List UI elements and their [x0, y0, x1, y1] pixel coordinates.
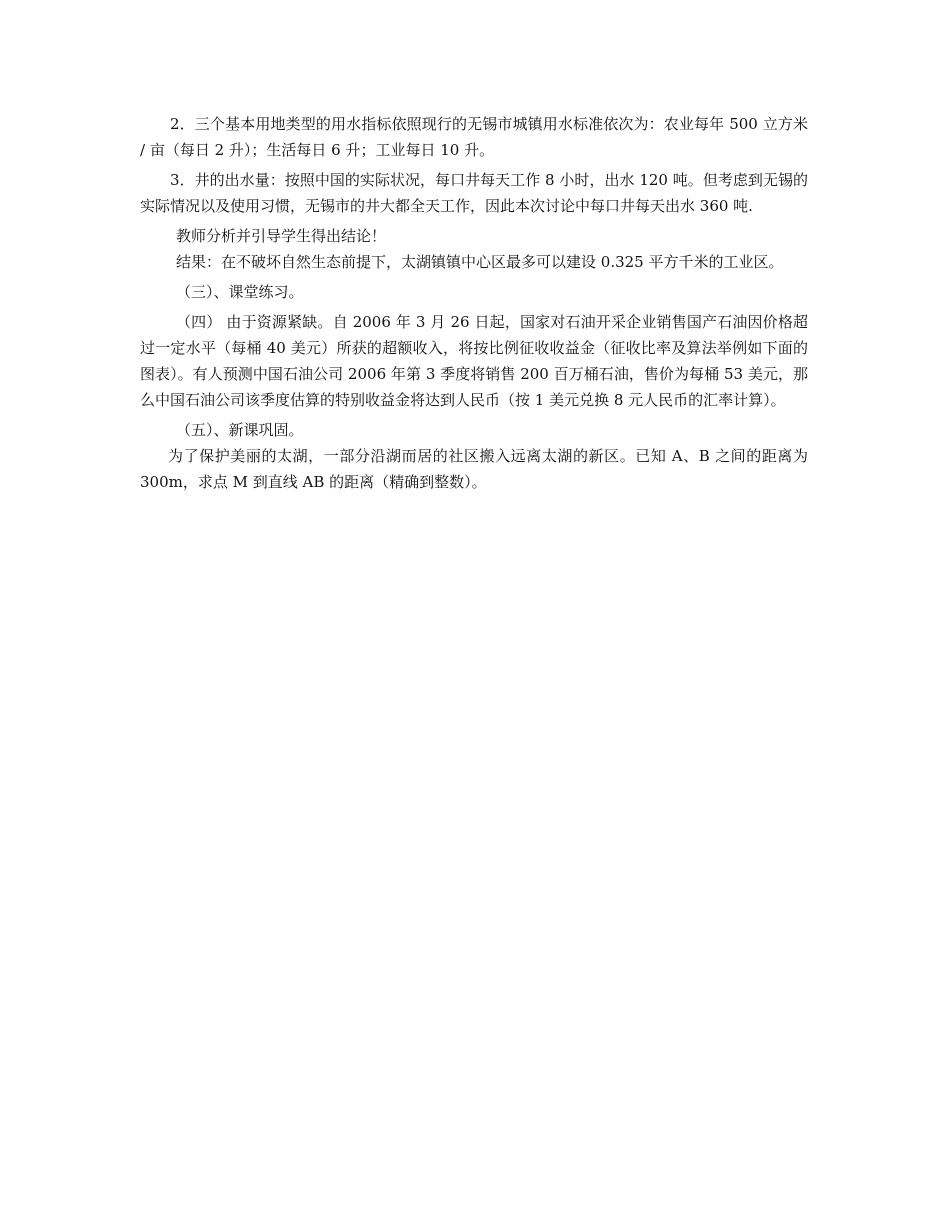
- paragraph-taihu-problem: 为了保护美丽的太湖，一部分沿湖而居的社区搬入远离太湖的新区。已知 A、B 之间的距离为 300m，求点 M 到直线 AB 的距离（精确到整数）。: [140, 447, 808, 491]
- paragraph-section-three: （三）、课堂练习。: [176, 283, 304, 301]
- paragraph-section-four: （四） 由于资源紧缺。自 2006 年 3 月 26 日起，国家对石油开采企业销售国产石油因价格超过一定水平（每桶 40 美元）所获的超额收入，将按比例征收收益金（征收比率及算法举例如下面的图表）。有人预测中国石油公司 2006 年第 3 季度将销售 200 百万桶石油，售价为每桶 53 美元，那么中国石油公司该季度估算的特别收益金将达到人民币（按 1 美元兑换 8 元人民币的汇率计算）。: [140, 313, 808, 409]
- paragraph-result: 结果：在不破坏自然生态前提下，太湖镇镇中心区最多可以建设 0.325 平方千米的工业区。: [176, 253, 784, 271]
- paragraph-teacher-analysis: 教师分析并引导学生得出结论！: [176, 227, 387, 245]
- document-body: [140, 111, 808, 495]
- paragraph-section-five: （五）、新课巩固。: [176, 421, 304, 439]
- paragraph-water-standards: 2．三个基本用地类型的用水指标依照现行的无锡市城镇用水标准依次为：农业每年 500 立方米 / 亩（每日 2 升）；生活每日 6 升；工业每日 10 升。: [140, 115, 808, 159]
- paragraph-well-output: 3．井的出水量：按照中国的实际状况，每口井每天工作 8 小时，出水 120 吨。但考虑到无锡的实际情况以及使用习惯，无锡市的井大都全天工作，因此本次讨论中每口井每天出水 360 吨.: [140, 171, 808, 215]
